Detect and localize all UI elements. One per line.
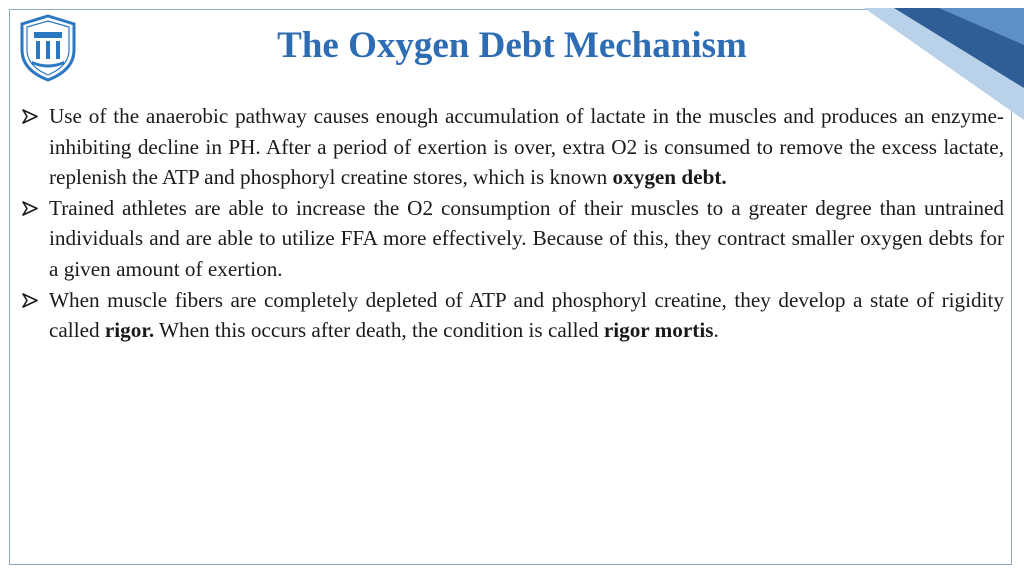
bullet-text: When this occurs after death, the condition is called — [154, 318, 604, 343]
bullet-bold-term: rigor mortis — [603, 318, 714, 343]
arrow-bullet-icon — [22, 201, 38, 216]
bullet-text: When muscle fibers are completely depleted of ATP and phosphoryl creatine, they develop a state of rigidity called — [49, 287, 1004, 343]
bullet-text: Trained athletes are able to increase the O2 consumption of their muscles to a greater degree than untrained individuals and are able to utilize FFA more effectively. Because of this, they contract smaller oxygen debts for a given amount of exertion. — [49, 195, 1004, 281]
bullet-bold-term: rigor. — [104, 318, 155, 343]
slide-title: The Oxygen Debt Mechanism — [277, 25, 747, 66]
bullet-item-trained-athletes — [22, 193, 1004, 285]
bullet-list — [22, 101, 1004, 346]
bullet-bold-term: oxygen debt. — [612, 165, 727, 190]
bullet-text: Use of the anaerobic pathway causes enough accumulation of lactate in the muscles and produces an enzyme-inhibiting decline in PH. After a period of exertion is over, extra O2 is consumed to remove the excess lactate, replenish the ATP and phosphoryl creatine stores, which is known — [49, 104, 1004, 190]
bullet-text: . — [713, 318, 719, 343]
arrow-bullet-icon — [22, 293, 38, 308]
bullet-item-oxygen-debt — [22, 101, 1004, 193]
arrow-bullet-icon — [22, 109, 38, 124]
bullet-item-rigor — [22, 285, 1004, 346]
